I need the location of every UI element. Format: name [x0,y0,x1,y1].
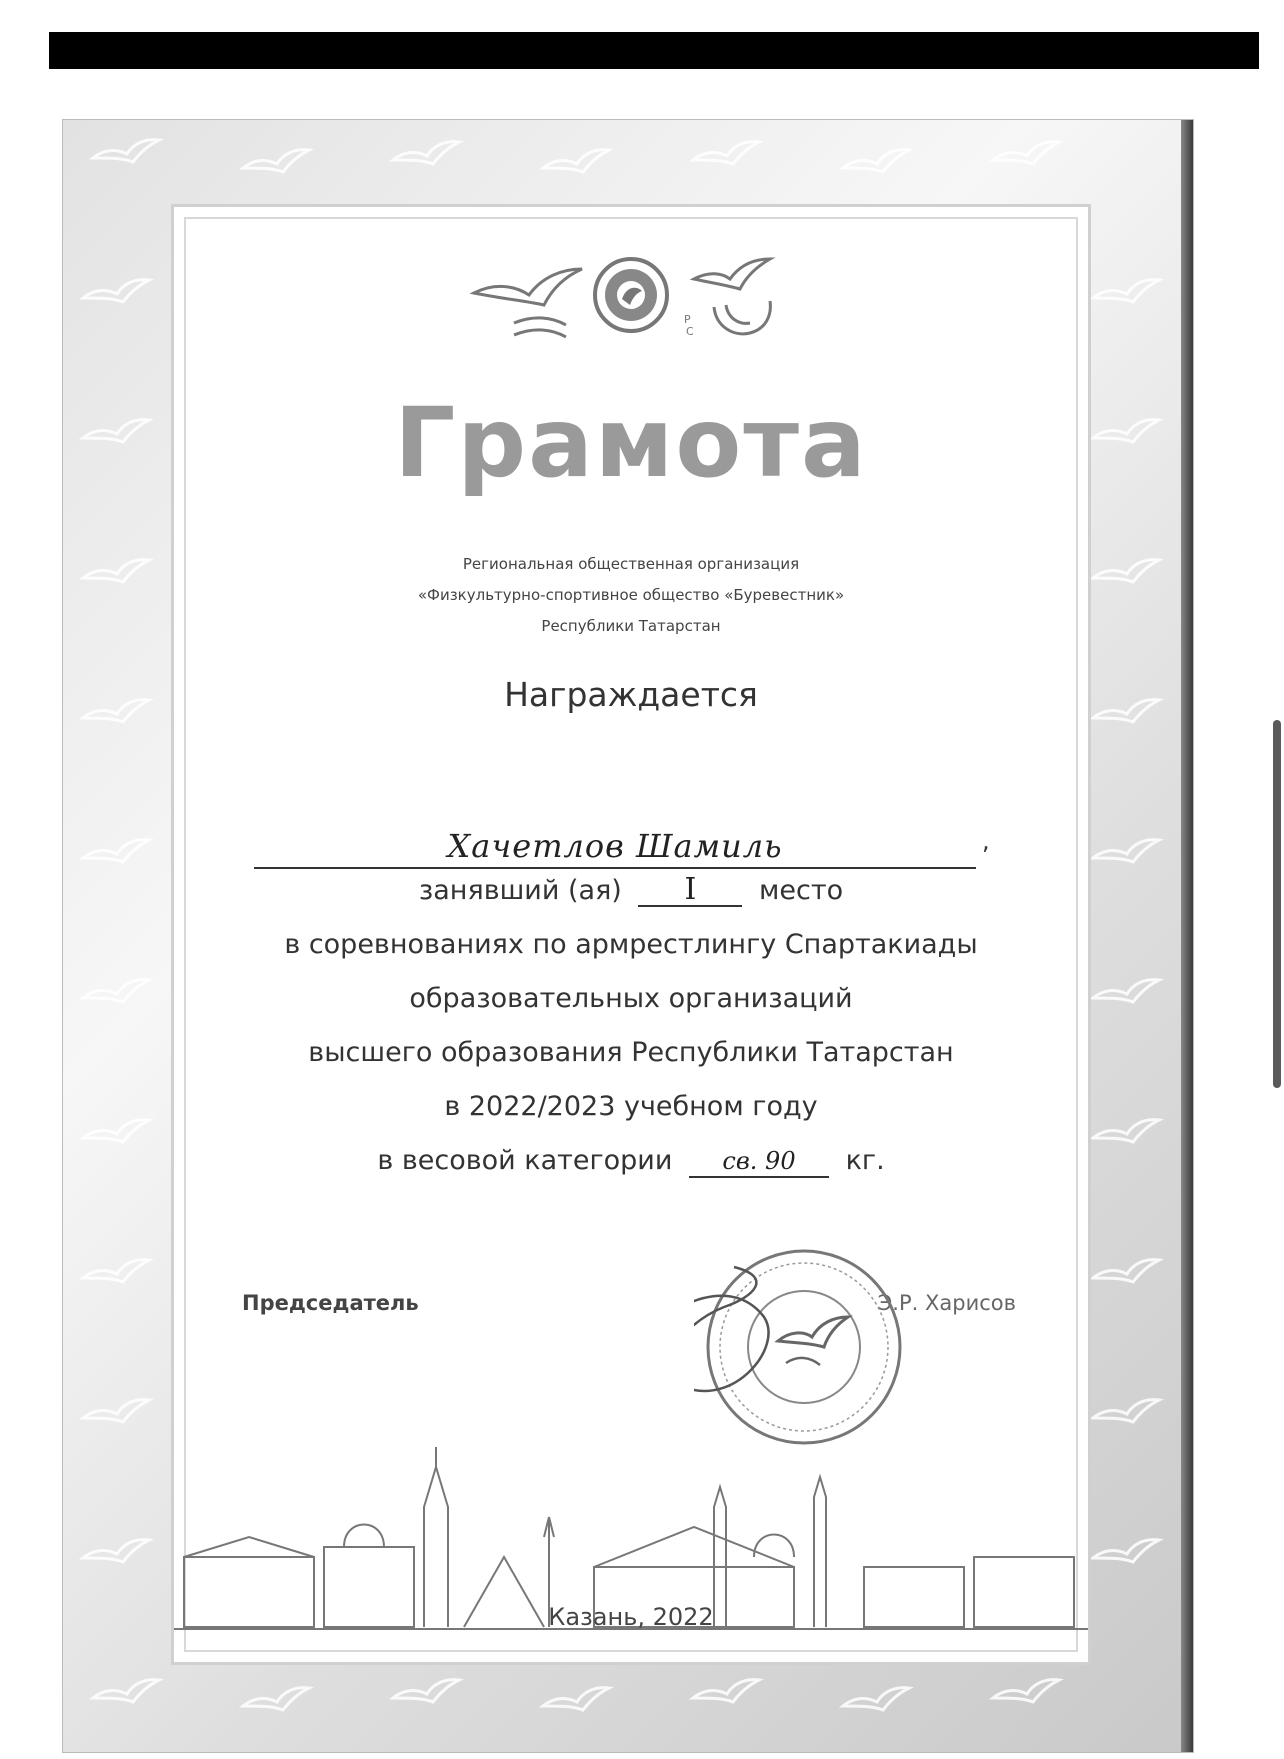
recipient-name-line [254,817,976,869]
weight-suffix: кг. [845,1145,885,1176]
svg-text:С: С [686,325,694,338]
body-line-2: образовательных организаций [409,983,853,1014]
body-line-3: высшего образования Республики Татарстан [308,1037,954,1068]
emblem-logo-center [595,259,667,331]
place-prefix: занявший (ая) [418,875,622,906]
organization-block [174,549,1088,642]
signatory-title: Председатель [242,1291,419,1315]
weight-prefix: в весовой категории [377,1145,673,1176]
name-comma: , [982,827,990,855]
org-line-2: «Физкультурно-спортивное общество «Буревестник» [417,586,845,604]
org-line-1: Региональная общественная организация [462,555,800,573]
awarded-label: Награждается [504,675,758,714]
place-and-year: Казань, 2022 [548,1603,714,1631]
seagull-logo-left [474,269,582,337]
signatory-name: Э.Р. Харисов [877,1291,1016,1315]
place-line [174,872,1088,907]
weight-line [174,1145,1088,1178]
org-line-3: Республики Татарстан [541,617,721,635]
certificate-panel [171,204,1091,1665]
certificate-sheet [63,120,1193,1752]
sheet-shadow-edge [1181,120,1193,1752]
top-black-bar [49,32,1259,69]
certificate-title: Грамота [394,387,868,499]
body-line-4: в 2022/2023 учебном году [444,1091,818,1122]
logos-row [174,243,1088,353]
scrollbar[interactable] [1273,720,1281,1088]
seagull-logo-right [684,259,770,338]
place-suffix: место [759,875,844,906]
place-value-handwritten: I [638,875,742,907]
weight-value-handwritten: св. 90 [689,1146,829,1178]
svg-text:Р: Р [684,313,691,326]
recipient-name-handwritten: Хачетлов Шамиль [447,827,783,865]
body-line-1: в соревнованиях по армрестлингу Спартакиады [284,929,978,960]
official-stamp [694,1237,914,1457]
